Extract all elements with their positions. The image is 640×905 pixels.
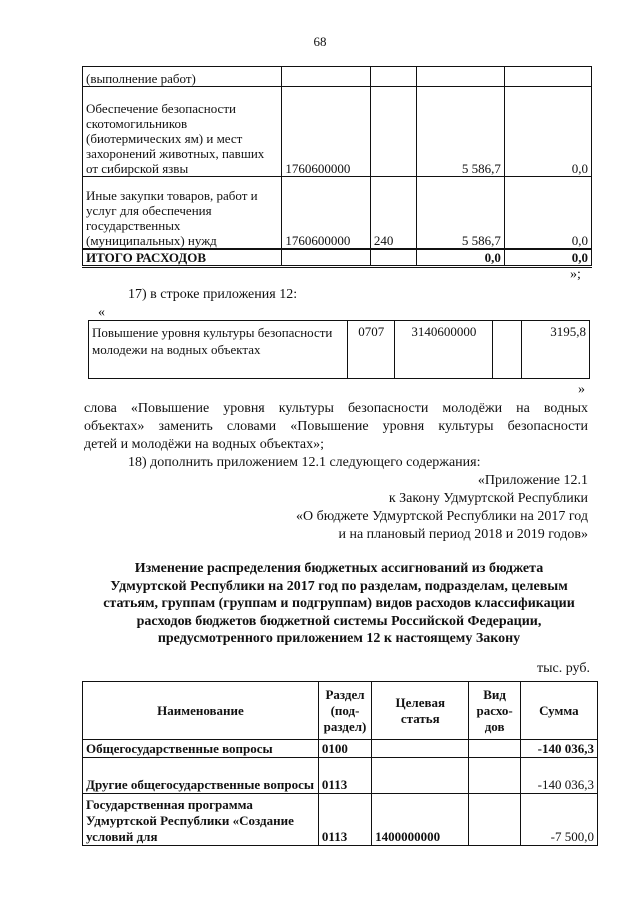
- row-name: Другие общегосударственные вопросы: [83, 758, 319, 794]
- row-target-article: 1400000000: [372, 794, 469, 846]
- appendix-line: к Закону Удмуртской Республики: [388, 491, 588, 506]
- row-name: Общегосударственные вопросы: [83, 740, 319, 758]
- row-target-article: 1760600000: [282, 87, 371, 177]
- row-expense-type: [370, 67, 416, 87]
- row-name: Обеспечение безопасности скотомогильников (биотермических ям) и мест захоронений животных, павших от сибирской язвы: [83, 87, 282, 177]
- row-section: 0113: [318, 758, 371, 794]
- appendix-title: [80, 560, 598, 648]
- page-number: 68: [313, 34, 327, 49]
- row-name: Иные закупки товаров, работ и услуг для обеспечения государственных (муниципальных) нужд: [83, 177, 282, 249]
- row-sum: -140 036,3: [520, 740, 597, 758]
- amended-row-table: [88, 320, 590, 379]
- row-target-article: [372, 740, 469, 758]
- header-sum: Сумма: [520, 682, 597, 740]
- closing-quote-semicolon: »;: [570, 267, 581, 282]
- title-line: Изменение распределения бюджетных ассигнований из бюджета: [134, 561, 544, 576]
- header-section: Раздел (под-раздел): [318, 682, 371, 740]
- row-section: 0100: [318, 740, 371, 758]
- row-amount: 3195,8: [522, 321, 590, 379]
- table-row: [83, 87, 592, 177]
- appendix-line: «О бюджете Удмуртской Республики на 2017 год: [295, 509, 588, 524]
- total-amount-2: 0,0: [504, 249, 591, 267]
- table-row: [89, 321, 590, 379]
- row-expense-type: [469, 794, 520, 846]
- table-row: [83, 794, 598, 846]
- row-amount-1: 5 586,7: [417, 87, 505, 177]
- row-amount-2: 0,0: [504, 177, 591, 249]
- row-name: Государственная программа Удмуртской Республики «Создание условий для: [83, 794, 319, 846]
- row-expense-type: 240: [370, 177, 416, 249]
- row-name: (выполнение работ): [83, 67, 282, 87]
- row-sum: -7 500,0: [520, 794, 597, 846]
- row-target-article: 1760600000: [282, 177, 371, 249]
- row-section: 0707: [348, 321, 395, 379]
- row-target-article: [282, 67, 371, 87]
- row-expense-type: [469, 740, 520, 758]
- quote-close: »: [578, 382, 585, 397]
- row-sum: -140 036,3: [520, 758, 597, 794]
- title-line: расходов бюджетов бюджетной системы Российской Федерации,: [136, 613, 542, 629]
- row-target-article: [372, 758, 469, 794]
- allocation-changes-table: [82, 681, 598, 846]
- row-amount-1: [417, 67, 505, 87]
- appendix-line: и на плановый период 2018 и 2019 годов»: [338, 527, 588, 542]
- row-amount-1: 5 586,7: [417, 177, 505, 249]
- title-line: предусмотренного приложением 12 к настоящему Закону: [157, 631, 521, 646]
- table-row: [83, 758, 598, 794]
- expenses-table-continued: [82, 66, 592, 268]
- total-cs-cell: [282, 249, 371, 267]
- paragraph-17-line: детей и молодёжи на водных объектах»;: [84, 437, 324, 452]
- units-label: тыс. руб.: [537, 661, 590, 676]
- title-line: Удмуртской Республики на 2017 год по разделам, подразделам, целевым: [110, 578, 568, 594]
- header-target-article: Целевая статья: [372, 682, 469, 740]
- table-row: [83, 67, 592, 87]
- row-section: 0113: [318, 794, 371, 846]
- appendix-line: «Приложение 12.1: [477, 473, 588, 488]
- total-row: [83, 249, 592, 267]
- row-expense-type: [370, 87, 416, 177]
- table-row: [83, 740, 598, 758]
- row-expense-type: [493, 321, 522, 379]
- table-header-row: [83, 682, 598, 740]
- total-vr-cell: [370, 249, 416, 267]
- title-line: статьям, группам (группам и подгруппам) видов расходов классификации: [103, 596, 575, 611]
- table-row: [83, 177, 592, 249]
- header-expense-type: Вид расхо-дов: [469, 682, 520, 740]
- row-amount-2: 0,0: [504, 87, 591, 177]
- row-name: Повышение уровня культуры безопасности молодежи на водных объектах: [89, 321, 348, 379]
- paragraph-17-line: слова «Повышение уровня культуры безопасности молодёжи на водных: [84, 401, 588, 416]
- item-17: 17) в строке приложения 12:: [128, 287, 298, 302]
- quote-open: «: [98, 305, 105, 320]
- item-18: 18) дополнить приложением 12.1 следующего содержания:: [128, 455, 481, 470]
- row-expense-type: [469, 758, 520, 794]
- row-amount-2: [504, 67, 591, 87]
- total-amount-1: 0,0: [417, 249, 505, 267]
- header-name: Наименование: [83, 682, 319, 740]
- row-target-article: 3140600000: [395, 321, 493, 379]
- total-label: ИТОГО РАСХОДОВ: [83, 249, 282, 267]
- paragraph-17-line: объектах» заменить словами «Повышение уровня культуры безопасности: [84, 419, 588, 434]
